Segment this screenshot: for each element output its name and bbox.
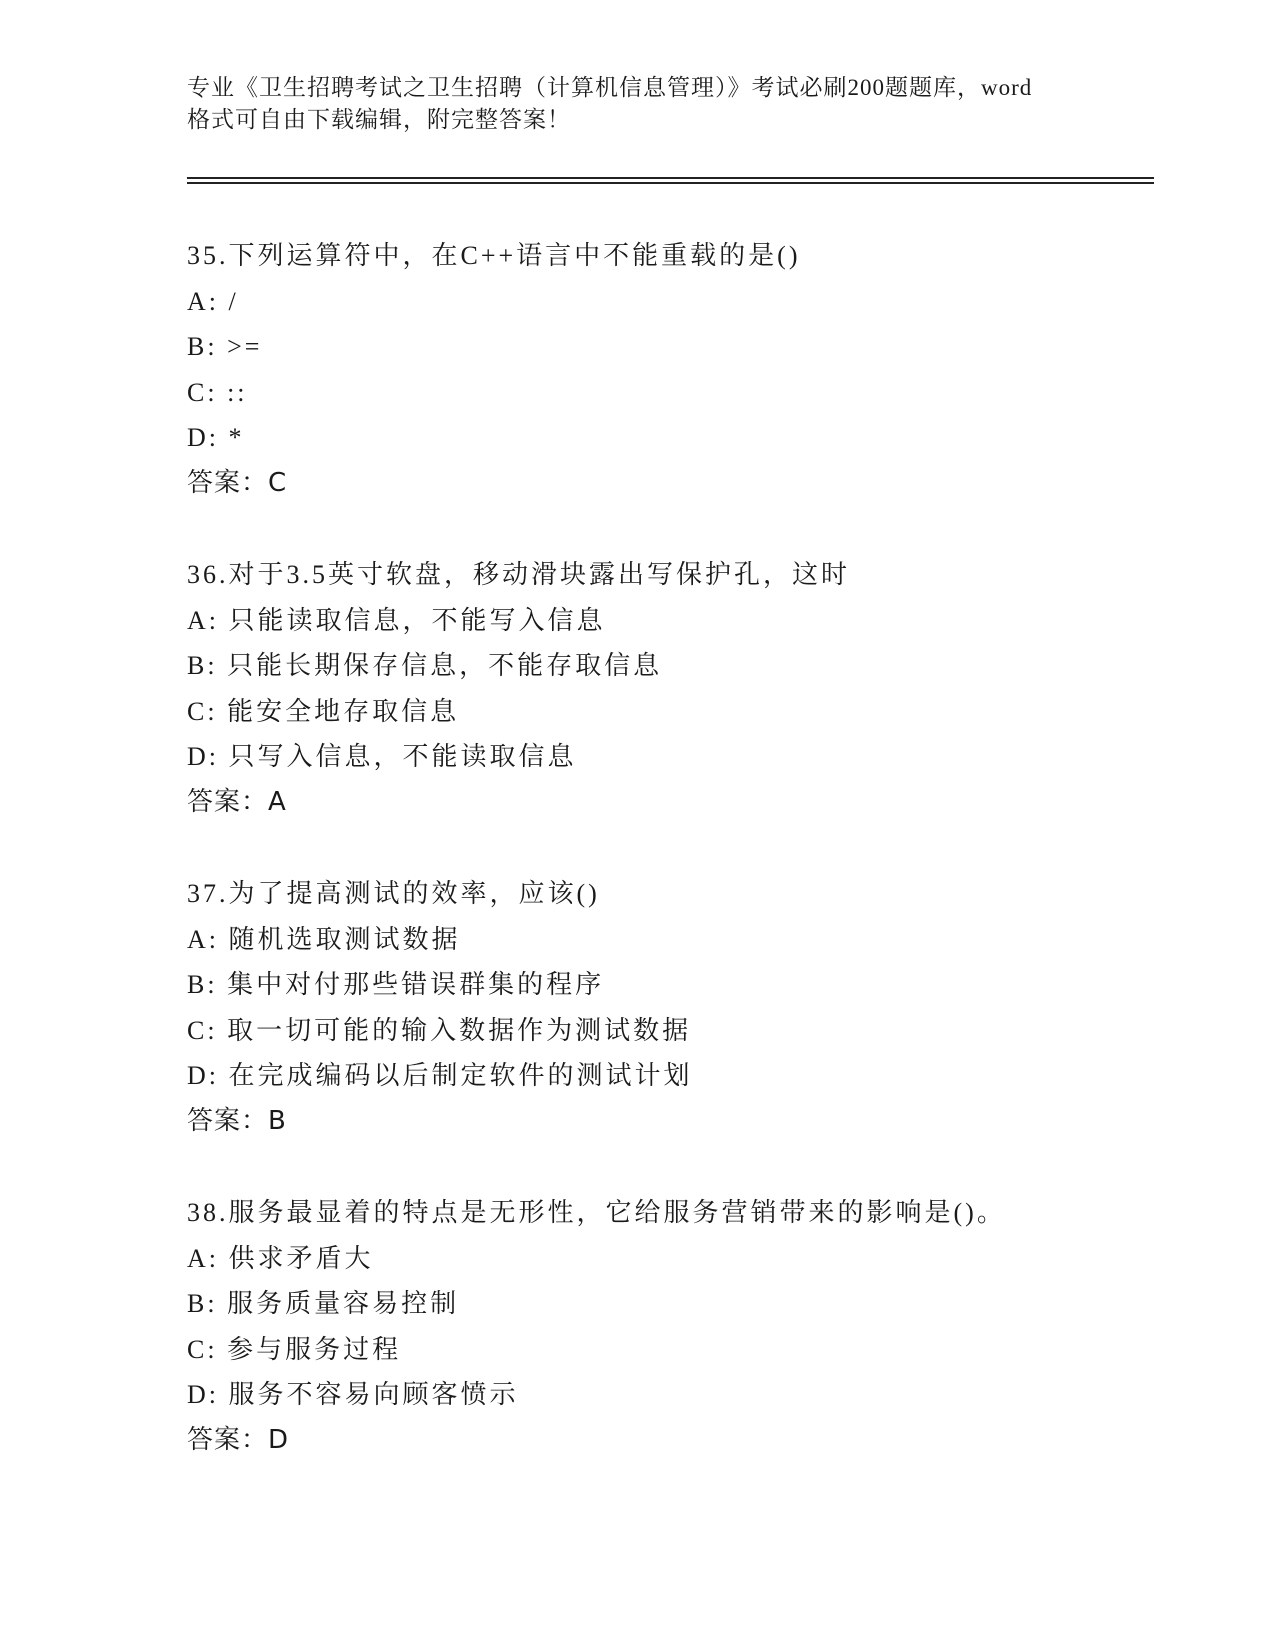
question-35 [187,233,1147,506]
option-a: A: 只能读取信息，不能写入信息 [187,605,606,635]
option-c: C: :: [187,377,248,407]
question-stem: 38.服务最显着的特点是无形性，它给服务营销带来的影响是()。 [187,1198,1006,1227]
question-36 [187,552,1147,825]
document-header [187,72,1107,136]
option-d: D: 只写入信息，不能读取信息 [187,742,577,771]
option-b: B: >= [187,332,263,361]
question-stem: 37.为了提高测试的效率，应该() [187,879,600,908]
option-a: A: / [187,286,239,316]
option-c: C: 能安全地存取信息 [187,696,460,726]
header-line-2: 格式可自由下载编辑，附完整答案！ [187,107,571,132]
answer: 答案：C [187,467,288,498]
option-a: A: 供求矛盾大 [187,1243,374,1273]
answer: 答案：D [187,1424,290,1455]
option-d: D: * [187,423,245,452]
question-stem: 35.下列运算符中，在C++语言中不能重载的是() [187,241,801,270]
option-d: D: 服务不容易向顾客愤示 [187,1380,519,1409]
question-37 [187,871,1147,1144]
header-divider-bottom [187,182,1154,184]
option-c: C: 取一切可能的输入数据作为测试数据 [187,1015,692,1045]
option-c: C: 参与服务过程 [187,1334,402,1364]
option-b: B: 集中对付那些错误群集的程序 [187,970,605,999]
header-line-1: 专业《卫生招聘考试之卫生招聘（计算机信息管理）》考试必刷200题题库，word [187,75,1033,100]
option-b: B: 服务质量容易控制 [187,1289,460,1318]
option-a: A: 随机选取测试数据 [187,924,461,954]
answer: 答案：B [187,1105,287,1136]
option-b: B: 只能长期保存信息，不能存取信息 [187,651,663,680]
header-divider-top [187,177,1154,179]
option-d: D: 在完成编码以后制定软件的测试计划 [187,1061,693,1090]
answer: 答案：A [187,786,287,817]
question-stem: 36.对于3.5英寸软盘，移动滑块露出写保护孔，这时 [187,560,851,589]
question-38 [187,1190,1147,1463]
